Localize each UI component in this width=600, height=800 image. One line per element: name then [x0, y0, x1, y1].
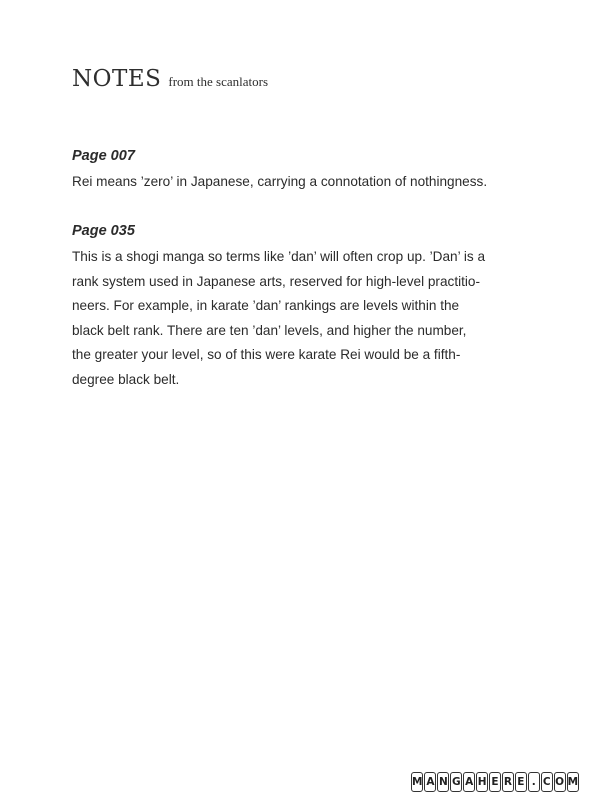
note-text-line: degree black belt. [72, 371, 180, 387]
note-text-line: neers. For example, in karate ’dan’ rankings are levels within the [72, 298, 460, 314]
watermark-letter: N [437, 772, 449, 792]
watermark-letter: M [567, 772, 579, 792]
watermark-letter: M [411, 772, 423, 792]
note-text-line: Rei means ’zero’ in Japanese, carrying a connotation of nothingness. [72, 174, 488, 189]
watermark-letter: . [528, 772, 540, 792]
note-text-line: rank system used in Japanese arts, reserved for high-level practitio- [72, 273, 480, 289]
note-page-007 [72, 147, 532, 195]
heading-subtitle: from the scanlators [168, 74, 269, 89]
note-page-label: Page 007 [72, 148, 135, 164]
watermark-letter: E [489, 772, 501, 792]
note-page-035 [72, 222, 532, 393]
watermark-letter: O [554, 772, 566, 792]
page-heading [72, 66, 268, 92]
note-page-label: Page 035 [72, 223, 135, 239]
watermark-letter: A [463, 772, 475, 792]
heading-title: NOTES [72, 66, 162, 92]
watermark-letter: H [476, 772, 488, 792]
watermark-logo [411, 772, 579, 792]
note-text-line: the greater your level, so of this were karate Rei would be a fifth- [72, 347, 461, 363]
watermark-letter: G [450, 772, 462, 792]
note-text-line: black belt rank. There are ten ’dan’ levels, and higher the number, [72, 322, 467, 338]
note-text-line: This is a shogi manga so terms like ’dan’ will often crop up. ’Dan’ is a [72, 249, 486, 264]
watermark-letter: E [515, 772, 527, 792]
watermark-letter: C [541, 772, 553, 792]
watermark-letter: A [424, 772, 436, 792]
watermark-letter: R [502, 772, 514, 792]
